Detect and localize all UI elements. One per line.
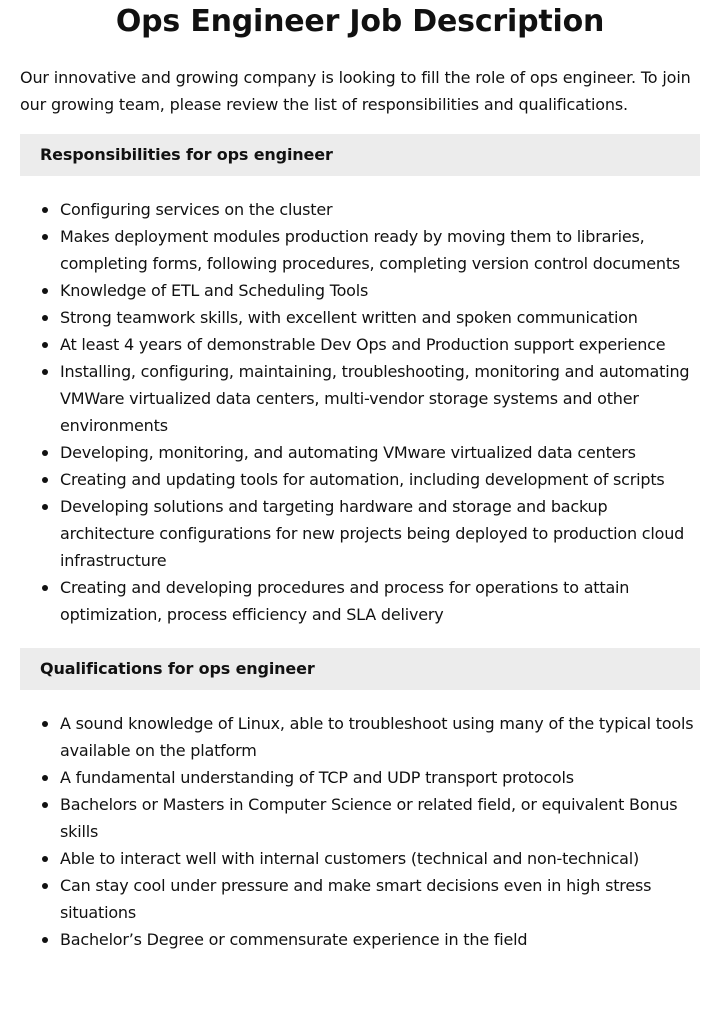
bullet-icon	[42, 315, 48, 321]
list-item-text: Configuring services on the cluster	[60, 200, 333, 219]
list-item-text: Developing solutions and targeting hardware and storage and backup architecture configurations for new projects being deployed to production cloud infrastructure	[60, 497, 685, 570]
list-item-text: Installing, configuring, maintaining, troubleshooting, monitoring and automating VMWare virtualized data centers, multi-vendor storage systems and other environments	[60, 362, 690, 435]
list-item-text: Developing, monitoring, and automating VMware virtualized data centers	[60, 443, 636, 462]
bullet-icon	[42, 721, 48, 727]
list-item	[20, 277, 700, 304]
bullet-icon	[42, 369, 48, 375]
page-title: Ops Engineer Job Description	[115, 4, 605, 39]
qualifications-header: Qualifications for ops engineer	[20, 648, 700, 690]
bullet-icon	[42, 477, 48, 483]
intro-paragraph: Our innovative and growing company is looking to fill the role of ops engineer. To join our growing team, please review the list of responsibilities and qualifications.	[20, 68, 691, 114]
list-item	[20, 304, 700, 331]
bullet-icon	[42, 288, 48, 294]
list-item-text: A sound knowledge of Linux, able to troubleshoot using many of the typical tools available on the platform	[60, 714, 694, 760]
list-item-text: Able to interact well with internal customers (technical and non-technical)	[60, 849, 640, 868]
list-item	[20, 466, 700, 493]
list-item	[20, 710, 700, 764]
list-item-text: Creating and developing procedures and process for operations to attain optimization, process efficiency and SLA delivery	[60, 578, 630, 624]
bullet-icon	[42, 207, 48, 213]
list-item-text: A fundamental understanding of TCP and UDP transport protocols	[60, 768, 574, 787]
list-item	[20, 331, 700, 358]
list-item	[20, 439, 700, 466]
bullet-icon	[42, 775, 48, 781]
list-item	[20, 926, 700, 953]
bullet-icon	[42, 342, 48, 348]
list-item	[20, 493, 700, 574]
list-item	[20, 872, 700, 926]
bullet-icon	[42, 234, 48, 240]
list-item	[20, 196, 700, 223]
bullet-icon	[42, 856, 48, 862]
bullet-icon	[42, 802, 48, 808]
bullet-icon	[42, 450, 48, 456]
list-item-text: Knowledge of ETL and Scheduling Tools	[60, 281, 369, 300]
list-item-text: Can stay cool under pressure and make smart decisions even in high stress situations	[60, 876, 652, 922]
list-item	[20, 358, 700, 439]
list-item-text: Strong teamwork skills, with excellent written and spoken communication	[60, 308, 638, 327]
list-item	[20, 574, 700, 628]
list-item-text: Bachelor’s Degree or commensurate experience in the field	[60, 930, 528, 949]
responsibilities-list	[20, 196, 700, 628]
list-item-text: At least 4 years of demonstrable Dev Ops and Production support experience	[60, 335, 666, 354]
bullet-icon	[42, 937, 48, 943]
bullet-icon	[42, 883, 48, 889]
list-item	[20, 791, 700, 845]
qualifications-list	[20, 710, 700, 953]
list-item	[20, 845, 700, 872]
list-item	[20, 223, 700, 277]
bullet-icon	[42, 504, 48, 510]
responsibilities-header: Responsibilities for ops engineer	[20, 134, 700, 176]
list-item	[20, 764, 700, 791]
list-item-text: Creating and updating tools for automation, including development of scripts	[60, 470, 665, 489]
list-item-text: Makes deployment modules production ready by moving them to libraries, completing forms, following procedures, completing version control documents	[60, 227, 681, 273]
list-item-text: Bachelors or Masters in Computer Science or related field, or equivalent Bonus skills	[60, 795, 678, 841]
bullet-icon	[42, 585, 48, 591]
